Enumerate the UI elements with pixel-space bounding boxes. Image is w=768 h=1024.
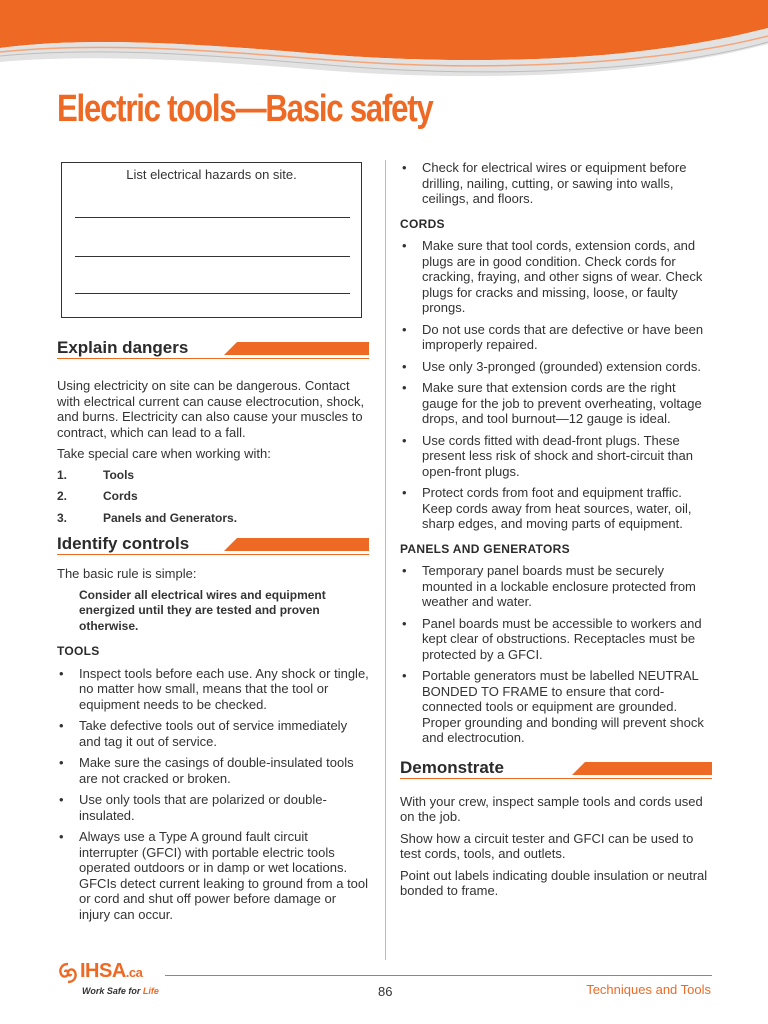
heading-rule <box>57 358 369 359</box>
list-item: • Portable generators must be labelled NEUTRAL BONDED TO FRAME to ensure that cord-connected tools or equipment are grounded. Proper grounding and bonding will prevent shock and electrocution. <box>400 668 712 746</box>
tools-list <box>57 666 369 923</box>
list-item: • Make sure that tool cords, extension cords, and plugs are in good condition. Check cords for cracking, fraying, and other signs of wear. Check plugs for cracks and missing, loose, or faulty prongs. <box>400 238 712 316</box>
cords-subheading: CORDS <box>400 216 445 231</box>
logo-tagline: Work Safe for Life <box>82 986 159 996</box>
tools-subheading: TOOLS <box>57 644 100 658</box>
heading-accent-bar <box>585 762 712 775</box>
hazard-box-label: List electrical hazards on site. <box>126 167 297 182</box>
footer-rule <box>165 975 712 976</box>
list-item: • Check for electrical wires or equipment before drilling, nailing, cutting, or sawing into walls, ceilings, and floors. <box>400 160 712 207</box>
ihsa-swirl-icon <box>57 962 79 984</box>
demonstrate-para: Show how a circuit tester and GFCI can be used to test cords, tools, and outlets. <box>400 830 694 861</box>
list-item: • Take defective tools out of service immediately and tag it out of service. <box>57 718 369 749</box>
cords-list <box>400 238 712 532</box>
hazard-line-2[interactable] <box>75 256 350 257</box>
heading-rule <box>400 778 712 779</box>
hazard-line-3[interactable] <box>75 293 350 294</box>
page-title: Electric tools—Basic safety <box>57 88 433 130</box>
logo-wordmark: IHSA.ca <box>80 960 143 982</box>
list-item: • Use only tools that are polarized or double-insulated. <box>57 792 369 823</box>
list-item: • Do not use cords that are defective or have been improperly repaired. <box>400 322 712 353</box>
list-item: • Temporary panel boards must be securely mounted in a lockable enclosure protected from weather and water. <box>400 563 712 610</box>
list-item: • Make sure the casings of double-insulated tools are not cracked or broken. <box>57 755 369 786</box>
list-item: • Protect cords from foot and equipment traffic. Keep cords away from heat sources, water, oil, sharp edges, and moving parts of equipment. <box>400 485 712 532</box>
heading-rule <box>57 554 369 555</box>
page-number: 86 <box>378 984 393 999</box>
demonstrate-para: Point out labels indicating double insulation or neutral bonded to frame. <box>400 867 708 898</box>
list-item: • Always use a Type A ground fault circuit interrupter (GFCI) with portable electric tools operated outdoors or in damp or wet locations. GFCIs detect current leaking to ground from a tool or cord and shut off power before damage or injury can occur. <box>57 829 369 922</box>
panels-list <box>400 563 712 746</box>
demonstrate-heading-text: Demonstrate <box>400 757 504 777</box>
column-divider <box>385 160 386 960</box>
list-item: • Use cords fitted with dead-front plugs. These present less risk of shock and short-circuit than open-front plugs. <box>400 433 712 480</box>
list-item: 2. Cords <box>57 489 138 503</box>
section-heading-identify <box>57 534 369 558</box>
right-column <box>400 160 712 905</box>
list-item: • Use only 3-pronged (grounded) extension cords. <box>400 359 712 375</box>
hazard-list-box <box>61 162 362 318</box>
ihsa-logo[interactable] <box>57 960 167 1000</box>
basic-rule-text: Consider all electrical wires and equipment energized until they are tested and proven otherwise. <box>79 587 326 633</box>
explain-para-2: Take special care when working with: <box>57 446 271 461</box>
heading-accent-bar <box>237 538 369 551</box>
hazard-category-list <box>57 468 369 527</box>
section-heading-explain <box>57 338 369 362</box>
left-column <box>57 338 369 928</box>
identify-intro: The basic rule is simple: <box>57 566 197 581</box>
demonstrate-para: With your crew, inspect sample tools and cords used on the job. <box>400 793 703 824</box>
heading-accent-bar <box>237 342 369 355</box>
identify-heading-text: Identify controls <box>57 534 190 553</box>
list-item: • Make sure that extension cords are the right gauge for the job to prevent overheating, voltage drops, and tool burnout—12 gauge is ideal. <box>400 380 712 427</box>
list-item: 1. Tools <box>57 467 135 482</box>
list-item: • Inspect tools before each use. Any shock or tingle, no matter how small, means that the tool or equipment needs to be checked. <box>57 666 369 713</box>
footer-section-name: Techniques and Tools <box>586 982 711 997</box>
hazard-line-1[interactable] <box>75 217 350 218</box>
panels-subheading: PANELS AND GENERATORS <box>400 541 570 556</box>
explain-heading-text: Explain dangers <box>57 338 189 357</box>
list-item: • Panel boards must be accessible to workers and kept clear of obstructions. Receptacles must be protected by a GFCI. <box>400 616 712 663</box>
list-item: 3. Panels and Generators. <box>57 510 238 525</box>
wall-check-list <box>400 160 712 207</box>
section-heading-demonstrate <box>400 758 712 782</box>
header-banner <box>0 0 768 95</box>
explain-para-1: Using electricity on site can be dangerous. Contact with electrical current can cause electrocution, shock, and burns. Electricity can also cause your muscles to contract, which can lead to a fall. <box>57 378 365 440</box>
